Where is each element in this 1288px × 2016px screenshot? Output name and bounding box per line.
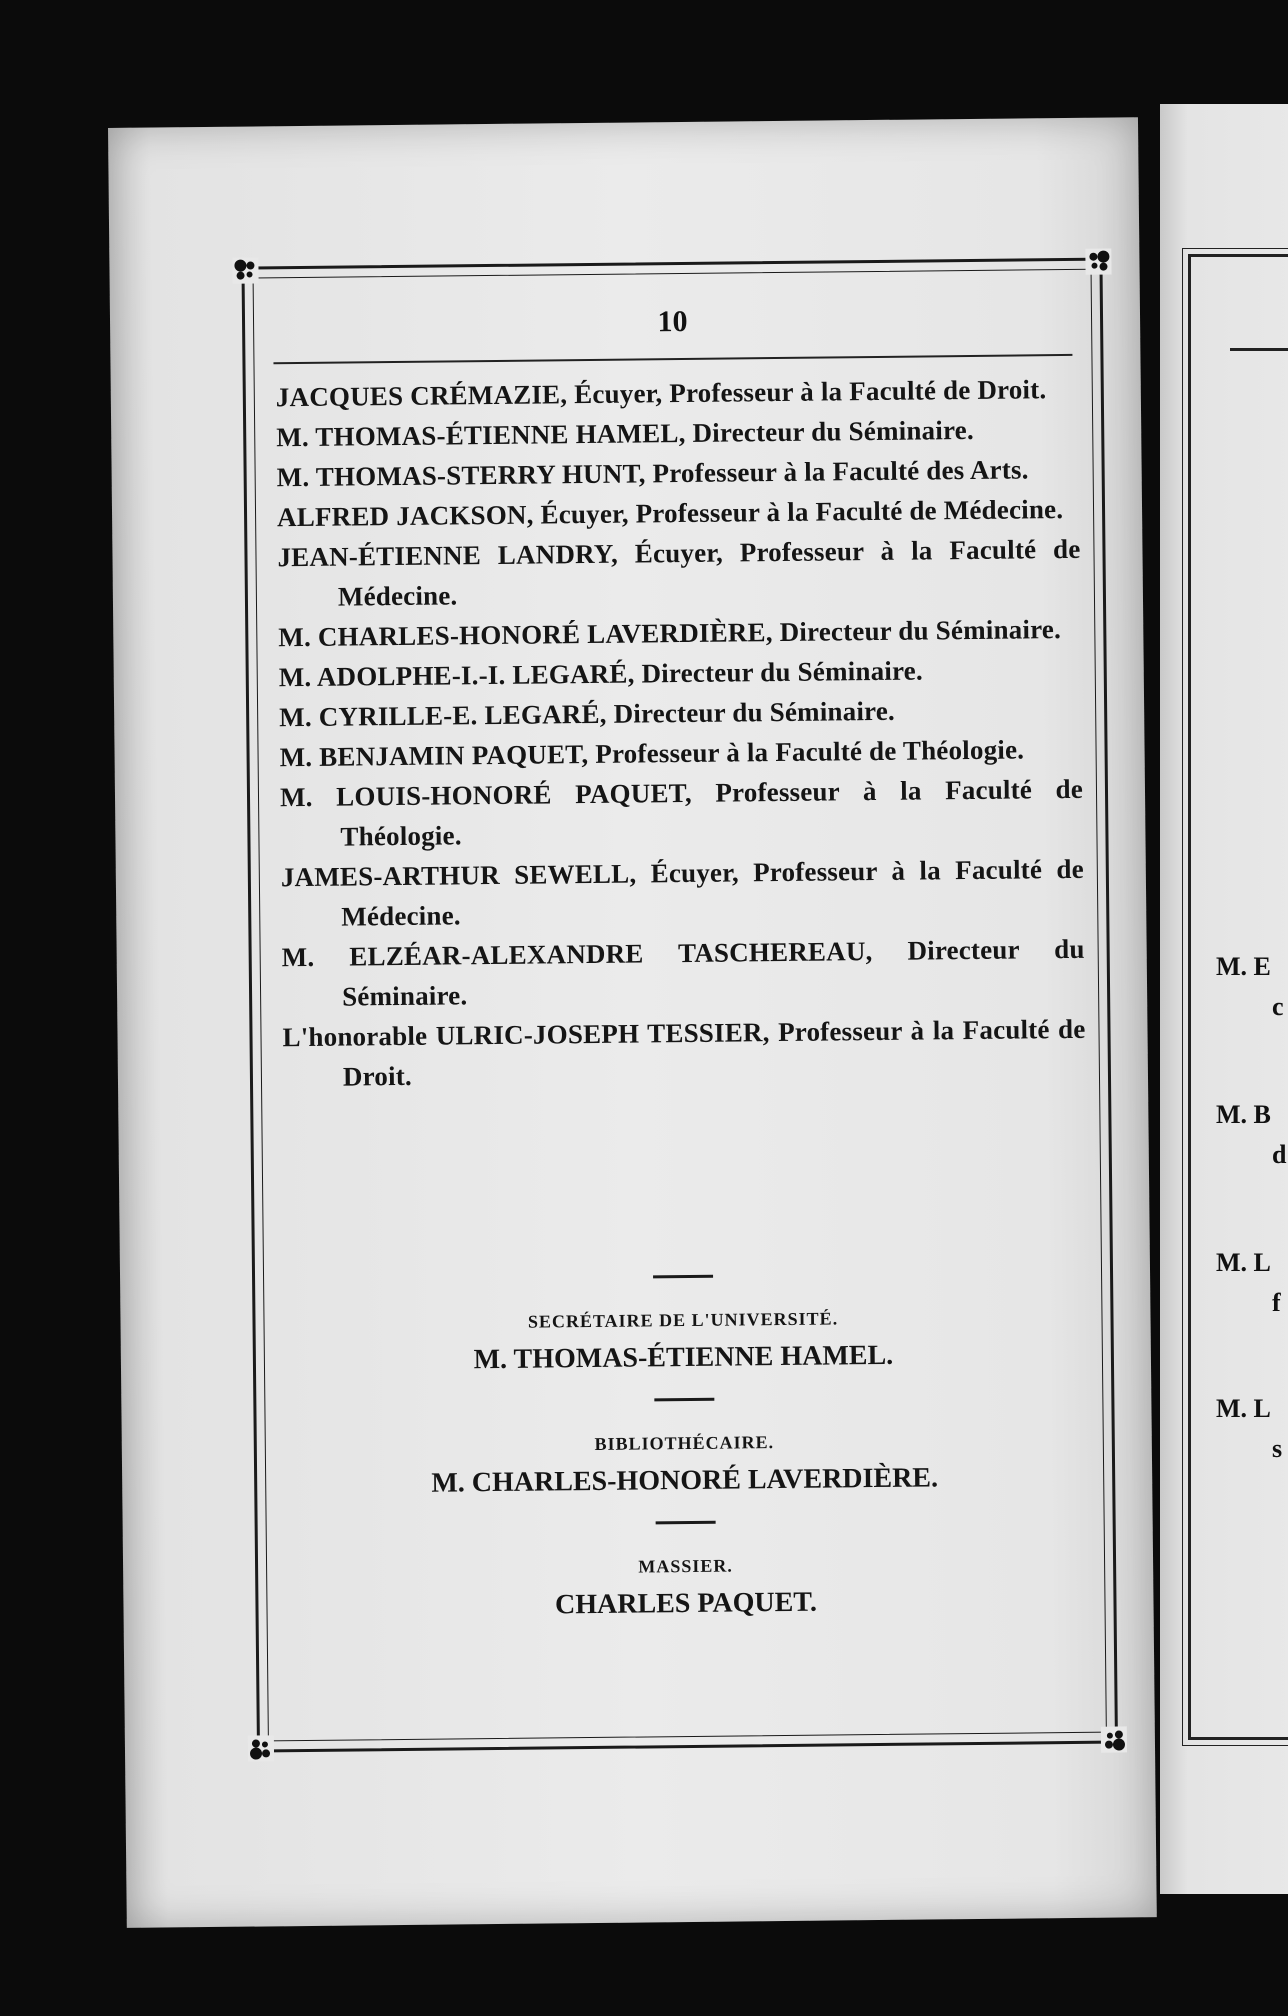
corner-ornament-icon bbox=[1083, 246, 1113, 276]
list-item: ALFRED JACKSON, Écuyer, Professeur à la Faculté de Médecine. bbox=[276, 494, 1064, 533]
adjacent-fragment: M. E bbox=[1216, 952, 1271, 981]
office-holder: CHARLES PAQUET. bbox=[554, 1586, 818, 1621]
list-item: M. THOMAS-ÉTIENNE HAMEL, Directeur du Séminaire. bbox=[276, 414, 974, 453]
adjacent-fragment: s bbox=[1272, 1434, 1283, 1463]
adjacent-page bbox=[1160, 104, 1288, 1894]
list-item: M. THOMAS-STERRY HUNT, Professeur à la Faculté des Arts. bbox=[276, 454, 1029, 493]
adjacent-page-rule bbox=[1230, 348, 1288, 351]
page-number: 10 bbox=[657, 304, 688, 339]
list-item: M. LOUIS-HONORÉ PAQUET, Professeur à la Faculté de Théologie. bbox=[279, 773, 1084, 852]
list-item: M. BENJAMIN PAQUET, Professeur à la Faculté de Théologie. bbox=[279, 734, 1025, 773]
faculty-list bbox=[276, 369, 1086, 1097]
corner-ornament-icon bbox=[246, 1733, 276, 1763]
section-divider bbox=[655, 1521, 715, 1525]
office-holder: M. CHARLES-HONORÉ LAVERDIÈRE. bbox=[431, 1462, 939, 1499]
list-item: L'honorable ULRIC-JOSEPH TESSIER, Professeur à la Faculté de Droit. bbox=[282, 1013, 1086, 1092]
adjacent-fragment: d bbox=[1272, 1140, 1287, 1169]
list-item: M. CYRILLE-E. LEGARÉ, Directeur du Séminaire. bbox=[279, 695, 896, 733]
office-title: SECRÉTAIRE DE L'UNIVERSITÉ. bbox=[527, 1308, 839, 1332]
adjacent-fragment: c bbox=[1272, 992, 1284, 1021]
office-title: MASSIER. bbox=[638, 1555, 733, 1577]
office-title: BIBLIOTHÉCAIRE. bbox=[594, 1432, 775, 1454]
office-holder: M. THOMAS-ÉTIENNE HAMEL. bbox=[473, 1339, 894, 1376]
list-item: M. ELZÉAR-ALEXANDRE TASCHEREAU, Directeur du Séminaire. bbox=[281, 933, 1085, 1012]
adjacent-fragment: M. L bbox=[1216, 1394, 1271, 1423]
adjacent-fragment: M. B bbox=[1216, 1100, 1271, 1129]
section-divider bbox=[653, 1275, 713, 1279]
corner-ornament-icon bbox=[1099, 1724, 1129, 1754]
list-item: M. CHARLES-HONORÉ LAVERDIÈRE, Directeur du Séminaire. bbox=[278, 614, 1062, 653]
section-divider bbox=[654, 1398, 714, 1402]
adjacent-fragment: f bbox=[1272, 1288, 1281, 1317]
list-item: JAMES-ARTHUR SEWELL, Écuyer, Professeur à la Faculté de Médecine. bbox=[280, 853, 1084, 932]
ornamental-frame bbox=[241, 258, 1118, 1753]
list-item: JEAN-ÉTIENNE LANDRY, Écuyer, Professeur à la Faculté de Médecine. bbox=[277, 533, 1081, 612]
book-page bbox=[108, 117, 1157, 1928]
adjacent-fragment: M. L bbox=[1216, 1248, 1271, 1277]
list-item: M. ADOLPHE-I.-I. LEGARÉ, Directeur du Séminaire. bbox=[278, 655, 923, 693]
list-item: JACQUES CRÉMAZIE, Écuyer, Professeur à la Faculté de Droit. bbox=[275, 374, 1047, 413]
university-offices bbox=[255, 1271, 1114, 1649]
corner-ornament-icon bbox=[230, 255, 260, 285]
